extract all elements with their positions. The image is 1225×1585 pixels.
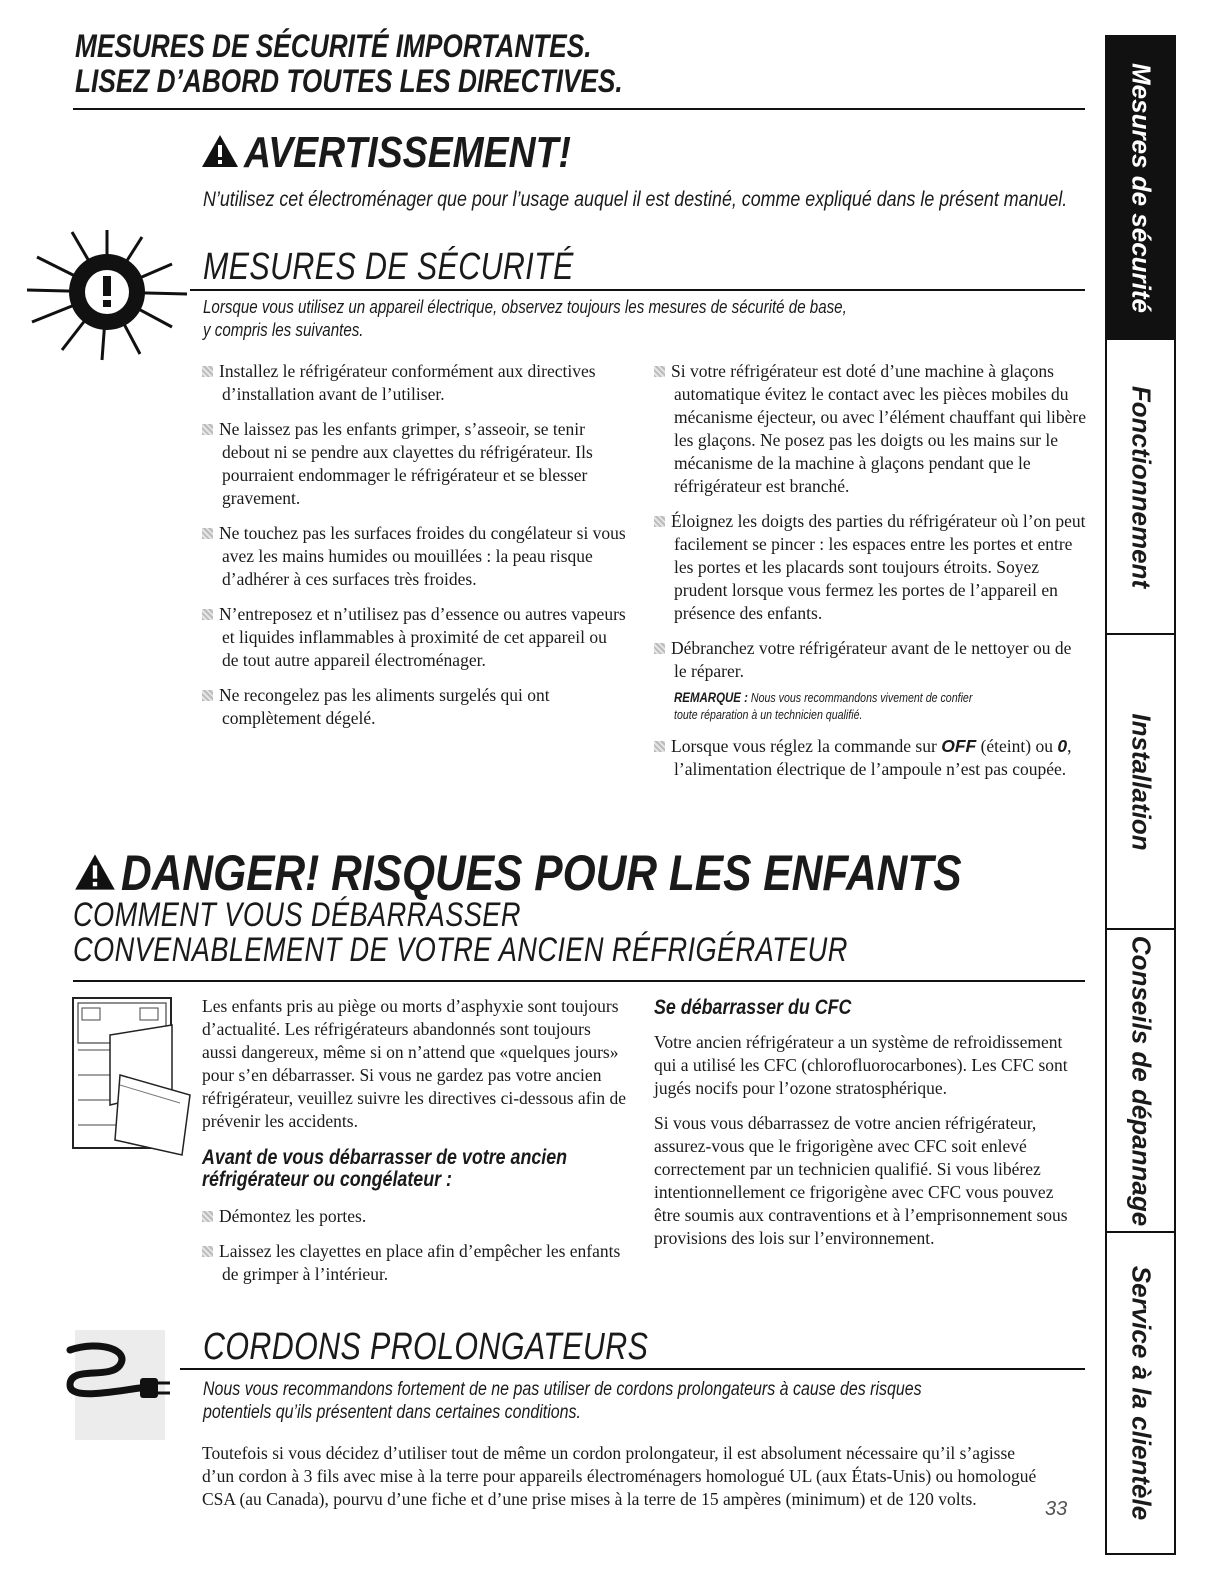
- cfc-heading: Se débarrasser du CFC: [654, 996, 852, 1019]
- cords-intro-line-1: Nous vous recommandons fortement de ne pas utiliser de cordons prolongateurs à cause des risques: [203, 1379, 922, 1400]
- before-heading-2: réfrigérateur ou congélateur :: [202, 1168, 452, 1191]
- list-item: Ne laissez pas les enfants grimper, s’asseoir, se tenir debout ni se pendre aux clayettes du réfrigérateur. Ils pourraient endommager le réfrigérateur et se blesser gravement.: [202, 418, 627, 510]
- warning-title: AVERTISSEMENT!: [244, 128, 571, 177]
- header-rule: [73, 108, 1085, 110]
- warning-subtitle: N’utilisez cet électroménager que pour l’usage auquel il est destiné, comme expliqué dans le présent manuel.: [203, 188, 1068, 211]
- tab-customer-service[interactable]: Service à la clientèle: [1126, 1265, 1156, 1521]
- old-refrigerator-illustration: [70, 995, 195, 1160]
- list-item: Laissez les clayettes en place afin d’empêcher les enfants de grimper à l’intérieur.: [202, 1240, 627, 1286]
- safety-right-list: [654, 360, 1086, 793]
- list-item: Lorsque vous réglez la commande sur OFF (éteint) ou 0, l’alimentation électrique de l’ampoule n’est pas coupée.: [654, 735, 1086, 781]
- tab-installation[interactable]: Installation: [1107, 635, 1174, 930]
- header-line-2: LISEZ D’ABORD TOUTES LES DIRECTIVES.: [75, 63, 623, 99]
- tab-operation[interactable]: Fonctionnement: [1107, 340, 1174, 635]
- tab-troubleshooting[interactable]: Conseils de dépannage: [1107, 930, 1174, 1233]
- danger-subtitle-2: CONVENABLEMENT DE VOTRE ANCIEN RÉFRIGÉRATEUR: [73, 931, 848, 969]
- danger-title: DANGER! RISQUES POUR LES ENFANTS: [121, 845, 962, 901]
- cords-body: Toutefois si vous décidez d’utiliser tout de même un cordon prolongateur, il est absolument nécessaire qu’il s’agisse d’un cordon à 3 fils avec mise à la terre pour appareils électroménagers homologué UL (aux États-Unis) ou homologué CSA (au Canada), pourvu d’une fiche et d’une prise mises à la terre de 15 ampères (minimum) et de 120 volts.: [202, 1443, 1037, 1509]
- list-item: Ne touchez pas les surfaces froides du congélateur si vous avez les mains humides ou mouillées : la peau risque d’adhérer à ces surfaces très froides.: [202, 522, 627, 591]
- header-line-1: MESURES DE SÉCURITÉ IMPORTANTES.: [75, 28, 592, 64]
- note-line-2: toute réparation à un technicien qualifié.: [674, 708, 863, 722]
- warning-triangle-icon: [200, 133, 240, 169]
- note: [654, 689, 1086, 729]
- sidebar-tabs: [1105, 35, 1176, 1555]
- list-item: Si votre réfrigérateur est doté d’une machine à glaçons automatique évitez le contact avec les pièces mobiles du mécanisme éjecteur, ou avec l’élément chauffant qui libère les glaçons. Ne posez pas les doigts ou les mains sur le mécanisme de la machine à glaçons pendant que le réfrigérateur est branché.: [654, 360, 1086, 498]
- safety-intro-line-2: y compris les suivantes.: [203, 320, 364, 340]
- danger-left-column: [202, 995, 627, 1298]
- note-label: REMARQUE :: [674, 690, 748, 705]
- cfc-column: [654, 995, 1084, 1262]
- danger-body: Les enfants pris au piège ou morts d’asphyxie sont toujours d’actualité. Les réfrigérateurs abandonnés sont toujours aussi dangereux, même si on n’attend que «quelques jours» pour s’en débarrasser. Si vous ne gardez pas votre ancien réfrigérateur, veuillez suivre les directives ci-dessous afin de prévenir les accidents.: [202, 996, 626, 1131]
- cfc-paragraph-1: Votre ancien réfrigérateur a un système de refroidissement qui a utilisé les CFC (chlorofluorocarbones). Les CFC sont jugés nocifs pour l’ozone stratosphérique.: [654, 1032, 1068, 1098]
- extension-cord-icon: [60, 1330, 180, 1440]
- cords-intro-line-2: potentiels qu’ils présentent dans certaines conditions.: [203, 1402, 581, 1423]
- danger-rule: [73, 980, 1085, 982]
- danger-block: [73, 844, 1110, 902]
- list-item: Éloignez les doigts des parties du réfrigérateur où l’on peut facilement se pincer : les espaces entre les portes et entre les portes et les placards sont toujours étroits. Soyez prudent lorsque vous fermez les portes de l’appareil en présence des enfants.: [654, 510, 1086, 625]
- warning-block: [200, 128, 629, 178]
- safety-burst-icon: [22, 222, 192, 362]
- list-item: Débranchez votre réfrigérateur avant de le nettoyer ou de le réparer.: [654, 637, 1086, 683]
- danger-subtitle-1: COMMENT VOUS DÉBARRASSER: [73, 896, 521, 934]
- list-item: Installez le réfrigérateur conformément aux directives d’installation avant de l’utiliser.: [202, 360, 627, 406]
- page-header: [75, 28, 743, 100]
- page-number: 33: [1045, 1498, 1068, 1520]
- cords-rule: [180, 1368, 1085, 1370]
- safety-intro-line-1: Lorsque vous utilisez un appareil électrique, observez toujours les mesures de sécurité de base,: [203, 297, 847, 317]
- cfc-paragraph-2: Si vous vous débarrassez de votre ancien réfrigérateur, assurez-vous que le frigorigène avec CFC soit enlevé correctement par un technicien qualifié. Si vous libérez intentionnellement ce frigorigène avec CFC vous pouvez être soumis aux contraventions et à l’emprisonnement sous provisions des lois sur l’environnement.: [654, 1113, 1068, 1248]
- before-heading-1: Avant de vous débarrasser de votre ancien: [202, 1146, 568, 1169]
- safety-heading: MESURES DE SÉCURITÉ: [203, 246, 574, 288]
- note-line-1: Nous vous recommandons vivement de confier: [750, 691, 973, 705]
- list-item: Démontez les portes.: [202, 1205, 627, 1228]
- safety-left-list: [202, 360, 627, 742]
- safety-rule: [190, 289, 1085, 291]
- tab-safety[interactable]: Mesures de sécurité: [1107, 37, 1174, 340]
- list-item: N’entreposez et n’utilisez pas d’essence ou autres vapeurs et liquides inflammables à proximité de cet appareil ou de tout autre appareil électroménager.: [202, 603, 627, 672]
- cords-heading: CORDONS PROLONGATEURS: [203, 1326, 649, 1368]
- warning-triangle-icon: [73, 852, 117, 892]
- list-item: Ne recongelez pas les aliments surgelés qui ont complètement dégelé.: [202, 684, 627, 730]
